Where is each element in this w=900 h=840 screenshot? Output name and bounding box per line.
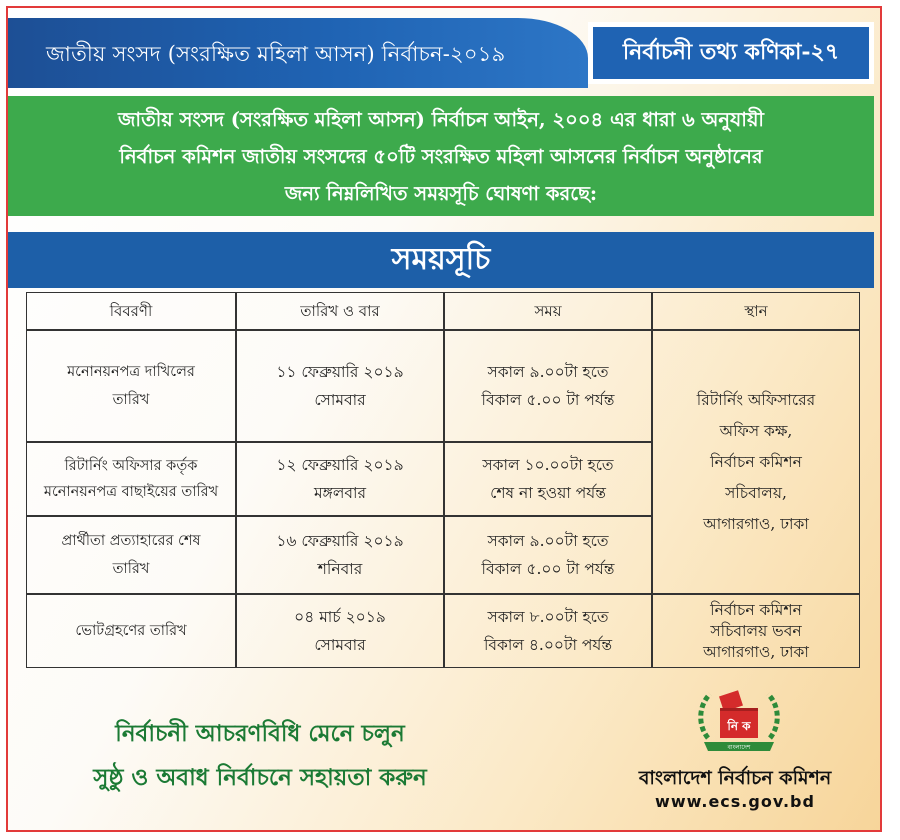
table-header-cell: স্থান bbox=[652, 292, 860, 330]
intro-banner bbox=[8, 96, 874, 216]
election-commission-logo bbox=[694, 682, 784, 760]
cell-line: তারিখ bbox=[112, 392, 150, 408]
cell-line: সচিবালয় ভবন bbox=[710, 621, 802, 640]
cell-line: রিটার্নিং অফিসারের bbox=[696, 390, 816, 409]
intro-line: জন্য নিম্নলিখিত সময়সূচি ঘোষণা করছে: bbox=[284, 181, 598, 205]
cell-line: সকাল ৮.০০টা হতে bbox=[487, 608, 609, 626]
table-header-cell: তারিখ ও বার bbox=[236, 292, 444, 330]
table-cell-time bbox=[444, 330, 652, 442]
intro-line: জাতীয় সংসদ (সংরক্ষিত মহিলা আসন) নির্বাচন আইন, ২০০৪ এর ধারা ৬ অনুযায়ী bbox=[117, 107, 765, 131]
cell-line: সকাল ১০.০০টা হতে bbox=[482, 456, 614, 474]
cell-line: বিকাল ৪.০০টা পর্যন্ত bbox=[483, 636, 613, 654]
header-title: জাতীয় সংসদ (সংরক্ষিত মহিলা আসন) নির্বাচন-২০১৯ bbox=[46, 42, 506, 66]
table-cell-date bbox=[236, 516, 444, 594]
table-cell-description bbox=[26, 516, 236, 594]
logo-ribbon: বাংলাদেশ bbox=[727, 744, 751, 751]
cell-line: শনিবার bbox=[317, 560, 363, 578]
table-cell-time bbox=[444, 442, 652, 516]
cell-line: সকাল ৯.০০টা হতে bbox=[487, 363, 609, 381]
ballot-box-wreath-emblem-icon bbox=[694, 682, 784, 760]
table-cell-description bbox=[26, 442, 236, 516]
cell-line: সোমবার bbox=[314, 391, 366, 409]
slogan bbox=[40, 712, 480, 800]
organization-name: বাংলাদেশ নির্বাচন কমিশন bbox=[638, 767, 832, 789]
schedule-title: সময়সূচি bbox=[8, 232, 874, 288]
logo-letters: নি ক bbox=[727, 719, 751, 733]
table-cell-date bbox=[236, 594, 444, 668]
cell-line: ১২ ফেব্রুয়ারি ২০১৯ bbox=[276, 456, 404, 474]
cell-line: ১১ ফেব্রুয়ারি ২০১৯ bbox=[276, 363, 404, 381]
cell-line: মনোনয়নপত্র বাছাইয়ের তারিখ bbox=[43, 484, 219, 500]
cell-line: ভোটগ্রহণের তারিখ bbox=[75, 623, 187, 639]
cell-line: অফিস কক্ষ, bbox=[719, 421, 793, 440]
cell-line: মনোনয়নপত্র দাখিলের bbox=[67, 364, 195, 380]
cell-line: আগারগাও, ঢাকা bbox=[703, 514, 809, 533]
cell-line: ০৪ মার্চ ২০১৯ bbox=[294, 608, 386, 626]
cell-line: আগারগাও, ঢাকা bbox=[703, 642, 809, 661]
cell-line: মঙ্গলবার bbox=[313, 484, 367, 502]
header-badge bbox=[588, 22, 874, 84]
slogan-line: সুষ্ঠু ও অবাধ নির্বাচনে সহায়তা করুন bbox=[93, 764, 427, 791]
cell-line: সচিবালয়, bbox=[725, 483, 787, 502]
cell-line: বিকাল ৫.০০ টা পর্যন্ত bbox=[481, 391, 615, 409]
cell-line: প্রার্থীতা প্রত্যাহারের শেষ bbox=[61, 533, 201, 549]
intro-line: নির্বাচন কমিশন জাতীয় সংসদের ৫০টি সংরক্ষিত মহিলা আসনের নির্বাচন অনুষ্ঠানের bbox=[119, 144, 763, 168]
table-cell-date bbox=[236, 442, 444, 516]
header-banner bbox=[8, 18, 588, 88]
table-cell-description bbox=[26, 594, 236, 668]
table-cell-venue bbox=[652, 594, 860, 668]
table-cell-date bbox=[236, 330, 444, 442]
cell-line: সোমবার bbox=[314, 636, 366, 654]
cell-line: শেষ না হওয়া পর্যন্ত bbox=[490, 484, 606, 502]
table-cell-time bbox=[444, 516, 652, 594]
cell-line: রিটার্নিং অফিসার কর্তৃক bbox=[64, 458, 198, 474]
cell-line: ১৬ ফেব্রুয়ারি ২০১৯ bbox=[276, 532, 404, 550]
table-header-cell: বিবরণী bbox=[26, 292, 236, 330]
organization-website[interactable]: www.ecs.gov.bd bbox=[655, 792, 815, 811]
cell-line: তারিখ bbox=[112, 561, 150, 577]
cell-line: নির্বাচন কমিশন bbox=[710, 452, 802, 471]
cell-line: সকাল ৯.০০টা হতে bbox=[487, 532, 609, 550]
table-cell-time bbox=[444, 594, 652, 668]
table-header-cell: সময় bbox=[444, 292, 652, 330]
cell-line: নির্বাচন কমিশন bbox=[710, 600, 802, 619]
table-cell-description bbox=[26, 330, 236, 442]
header-badge-text: নির্বাচনী তথ্য কণিকা-২৭ bbox=[593, 27, 869, 79]
cell-line: বিকাল ৫.০০ টা পর্যন্ত bbox=[481, 560, 615, 578]
table-cell-venue bbox=[652, 330, 860, 594]
slogan-line: নির্বাচনী আচরণবিধি মেনে চলুন bbox=[115, 720, 405, 747]
